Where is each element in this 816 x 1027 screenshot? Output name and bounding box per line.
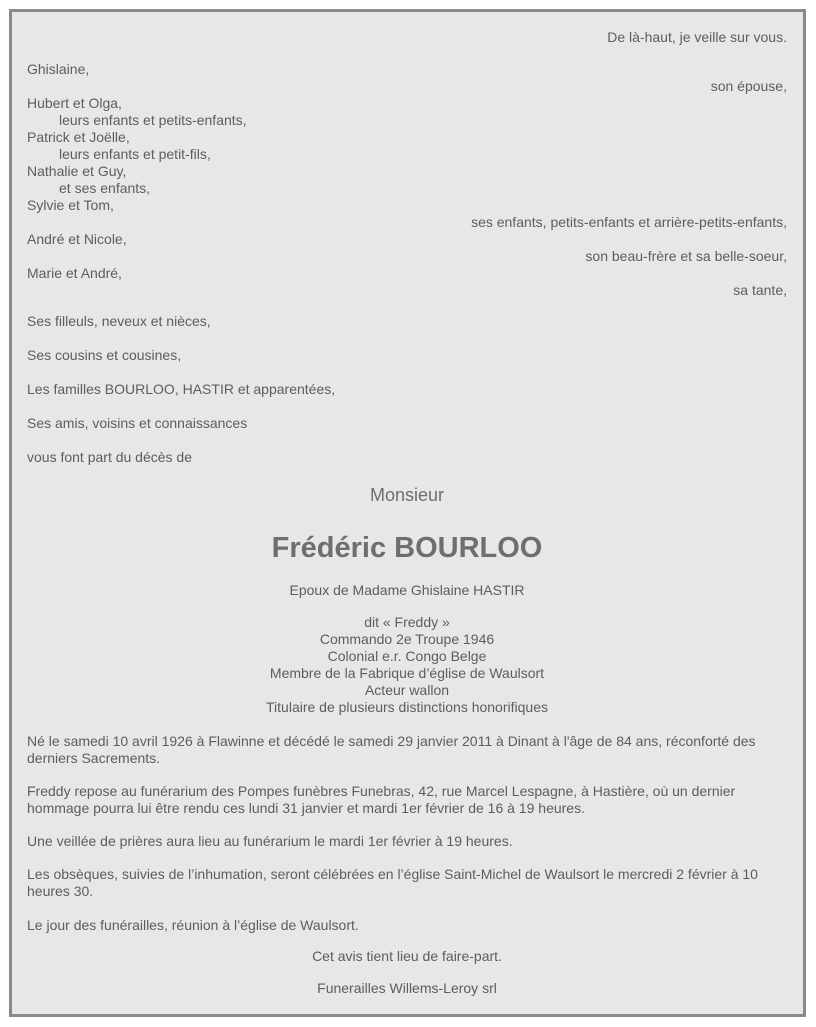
children-role: ses enfants, petits-enfants et arrière-petits-enfants, (471, 214, 787, 230)
child-descendants: leurs enfants et petit-fils, (59, 146, 211, 162)
spouse-name: Ghislaine, (27, 61, 90, 77)
aunt-name: Marie et André, (27, 265, 122, 281)
families-line: Les familles BOURLOO, HASTIR et apparentées, (27, 381, 336, 397)
godchildren-line: Ses filleuls, neveux et nièces, (27, 313, 211, 329)
deceased-name: Frédéric BOURLOO (271, 532, 543, 564)
child-name: Patrick et Joëlle, (27, 129, 130, 145)
repose-paragraph: Freddy repose au funérarium des Pompes funèbres Funebras, 42, rue Marcel Lespagne, à Hastière, où un dernier hommage pourra lui être rendu ces lundi 31 janvier et mardi 1er février de 16 à 19 heures. (27, 783, 736, 816)
honorific-title: Monsieur (369, 485, 445, 505)
epigraph: De là-haut, je veille sur vous. (607, 29, 787, 45)
in-laws-role: son beau-frère et sa belle-soeur, (585, 248, 787, 264)
vigil-paragraph: Une veillée de prières aura lieu au funérarium le mardi 1er février à 19 heures. (27, 833, 513, 849)
spouse-role: son épouse, (710, 78, 787, 94)
child-name: Hubert et Olga, (27, 95, 122, 111)
undertaker-name: Funerailles Willems-Leroy srl (317, 980, 497, 996)
birth-death-paragraph: Né le samedi 10 avril 1926 à Flawinne et décédé le samedi 29 janvier 2011 à Dinant à l'âge de 84 ans, réconforté des derniers Sacrements. (27, 733, 756, 766)
notice-content (27, 12, 787, 997)
detail-line: Membre de la Fabrique d’église de Waulsort (269, 665, 545, 681)
detail-line: Commando 2e Troupe 1946 (319, 631, 495, 647)
friends-line: Ses amis, voisins et connaissances (27, 415, 248, 431)
announce-line: vous font part du décès de (27, 449, 192, 465)
child-descendants: leurs enfants et petits-enfants, (59, 112, 247, 128)
notice-disclaimer: Cet avis tient lieu de faire-part. (312, 948, 502, 964)
detail-line: dit « Freddy » (364, 614, 450, 630)
aunt-role: sa tante, (733, 282, 787, 298)
funeral-paragraph: Les obsèques, suivies de l’inhumation, seront célébrées en l’église Saint-Michel de Waulsort le mercredi 2 février à 10 heures 30. (27, 866, 758, 899)
detail-line: Colonial e.r. Congo Belge (327, 648, 487, 664)
gathering-paragraph: Le jour des funérailles, réunion à l’église de Waulsort. (27, 917, 359, 933)
spouse-line: Epoux de Madame Ghislaine HASTIR (289, 582, 525, 598)
child-descendants: et ses enfants, (59, 180, 151, 196)
in-laws-name: André et Nicole, (27, 231, 127, 247)
cousins-line: Ses cousins et cousines, (27, 347, 182, 363)
detail-line: Titulaire de plusieurs distinctions honorifiques (266, 699, 548, 715)
child-name: Sylvie et Tom, (27, 197, 114, 213)
detail-line: Acteur wallon (364, 682, 450, 698)
notice-frame (9, 9, 806, 1017)
child-name: Nathalie et Guy, (27, 163, 127, 179)
